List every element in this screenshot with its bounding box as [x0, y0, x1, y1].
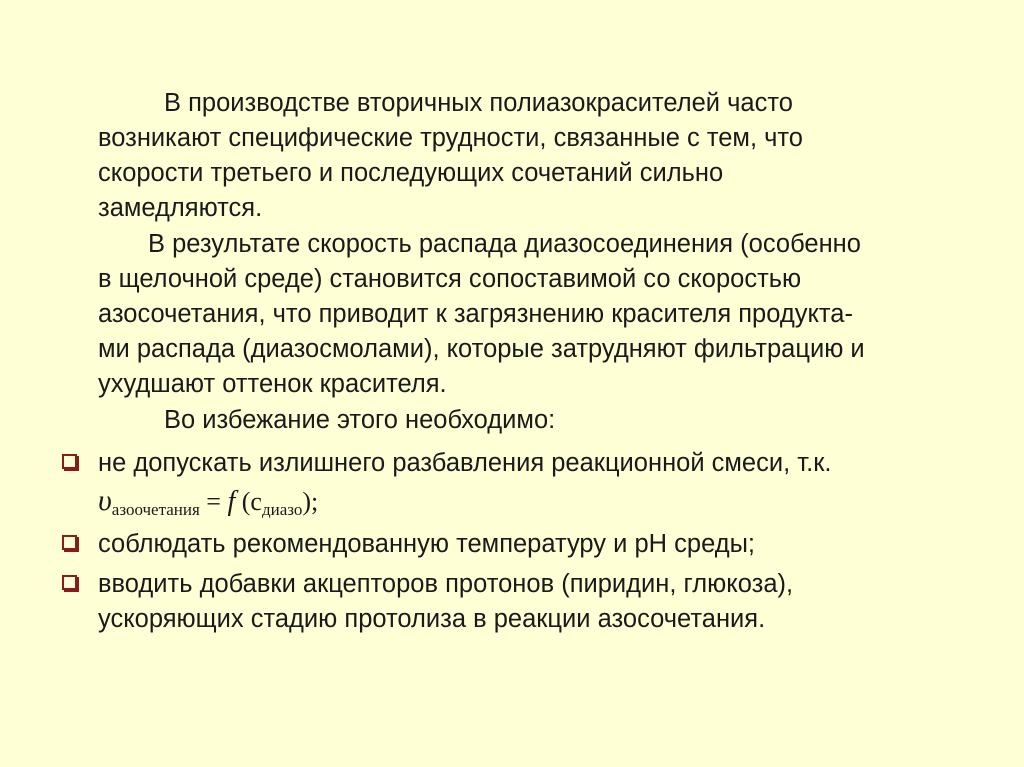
- bullet-text: не допускать излишнего разбавления реакционной смеси, т.к. $\upsilon_{азоочетания} = f$ $(c_{диазо})$;: [98, 446, 831, 527]
- text-line: В результате скорость распада диазосоединения (особенно: [148, 230, 861, 258]
- text-line: в щелочной среде) становится сопоставимой со скоростью: [98, 265, 802, 293]
- text-line: скорости третьего и последующих сочетаний сильно: [98, 159, 724, 187]
- text-line: замедляются.: [98, 194, 263, 222]
- bullet-text: вводить добавки акцепторов протонов (пиридин, глюкоза), ускоряющих стадию протолиза в реакции азосочетания.: [98, 570, 794, 633]
- square-bullet-icon: [62, 575, 77, 590]
- paragraph-avoid: [98, 403, 978, 438]
- square-bullet-icon: [62, 454, 77, 469]
- square-bullet-icon: [62, 535, 77, 550]
- text-line: Во избежание этого необходимо:: [164, 406, 556, 434]
- paragraph-intro: [98, 86, 978, 226]
- rate-formula: $\upsilon_{азоочетания} = f$ $(c_{диазо})$;: [98, 484, 319, 519]
- text-line: ухудшают оттенок красителя.: [98, 370, 447, 398]
- list-item-temperature: [62, 527, 982, 562]
- text-line: ми распада (диазосмолами), которые затрудняют фильтрацию и: [98, 335, 865, 363]
- paragraph-result: [98, 227, 978, 402]
- text-line: возникают специфические трудности, связанные с тем, что: [98, 124, 803, 152]
- list-item-dilution: [62, 446, 982, 526]
- bullet-text: соблюдать рекомендованную температуру и рН среды;: [98, 530, 755, 558]
- list-item-additives: [62, 567, 982, 637]
- text-line: азосочетания, что приводит к загрязнению красителя продукта-: [98, 300, 853, 328]
- text-line: В производстве вторичных полиазокрасителей часто: [164, 89, 793, 117]
